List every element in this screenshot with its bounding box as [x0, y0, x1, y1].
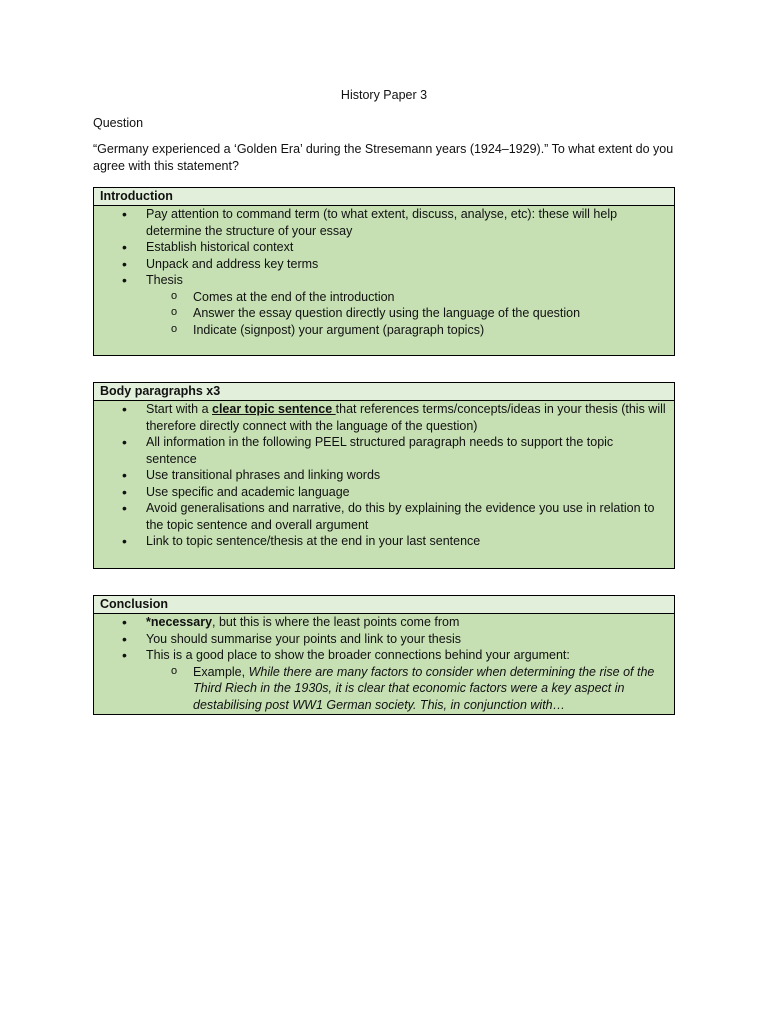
list-item: • You should summarise your points and link to your thesis [94, 631, 674, 648]
item-text: , but this is where the least points come from [212, 615, 460, 629]
list-item: • Use transitional phrases and linking words [94, 467, 674, 484]
sub-list-item: o Indicate (signpost) your argument (paragraph topics) [94, 322, 674, 339]
emphasis-text: clear topic sentence [212, 402, 336, 416]
list-item: • Unpack and address key terms [94, 256, 674, 273]
introduction-box [93, 187, 675, 356]
list-item [94, 614, 674, 631]
question-label: Question [93, 116, 144, 130]
item-text: Start with a [146, 402, 212, 416]
sub-list-item: o Answer the essay question directly using the language of the question [94, 305, 674, 322]
list-item: • This is a good place to show the broader connections behind your argument: [94, 647, 674, 664]
list-item [94, 272, 674, 289]
introduction-list [94, 206, 674, 289]
example-text: While there are many factors to consider when determining the rise of the Third Riech in the 1930s, it is clear that economic factors were a key aspect in destabilising post WW1 German society. This, in conjunction with… [193, 664, 655, 712]
body-paragraphs-box [93, 382, 675, 569]
conclusion-box [93, 595, 675, 715]
body-paragraphs-list [94, 401, 674, 550]
thesis-label: Thesis [146, 273, 183, 287]
list-item: • Pay attention to command term (to what extent, discuss, analyse, etc): these will help determine the structure of your essay [94, 206, 674, 239]
bold-text: *necessary [146, 615, 213, 629]
example-sublist [94, 664, 674, 714]
conclusion-list [94, 614, 674, 664]
introduction-heading: Introduction [94, 188, 674, 206]
list-item: • Link to topic sentence/thesis at the end in your last sentence [94, 533, 674, 550]
example-prefix: Example, [193, 664, 249, 679]
list-item: • Use specific and academic language [94, 484, 674, 501]
thesis-sublist [94, 289, 674, 339]
list-item [94, 401, 674, 434]
list-item: • All information in the following PEEL structured paragraph needs to support the topic sentence [94, 434, 674, 467]
item-text: that references terms/concepts/ideas in your thesis (this will therefore directly connect with the language of the question) [146, 402, 666, 433]
list-item: • Establish historical context [94, 239, 674, 256]
question-text: “Germany experienced a ‘Golden Era’ during the Stresemann years (1924–1929).” To what extent do you agree with this statement? [93, 142, 674, 173]
sub-list-item [94, 664, 674, 714]
conclusion-heading: Conclusion [94, 596, 674, 614]
body-paragraphs-heading: Body paragraphs x3 [94, 383, 674, 401]
sub-list-item: o Comes at the end of the introduction [94, 289, 674, 306]
document-title: History Paper 3 [340, 88, 428, 102]
list-item: • Avoid generalisations and narrative, do this by explaining the evidence you use in relation to the topic sentence and overall argument [94, 500, 674, 533]
